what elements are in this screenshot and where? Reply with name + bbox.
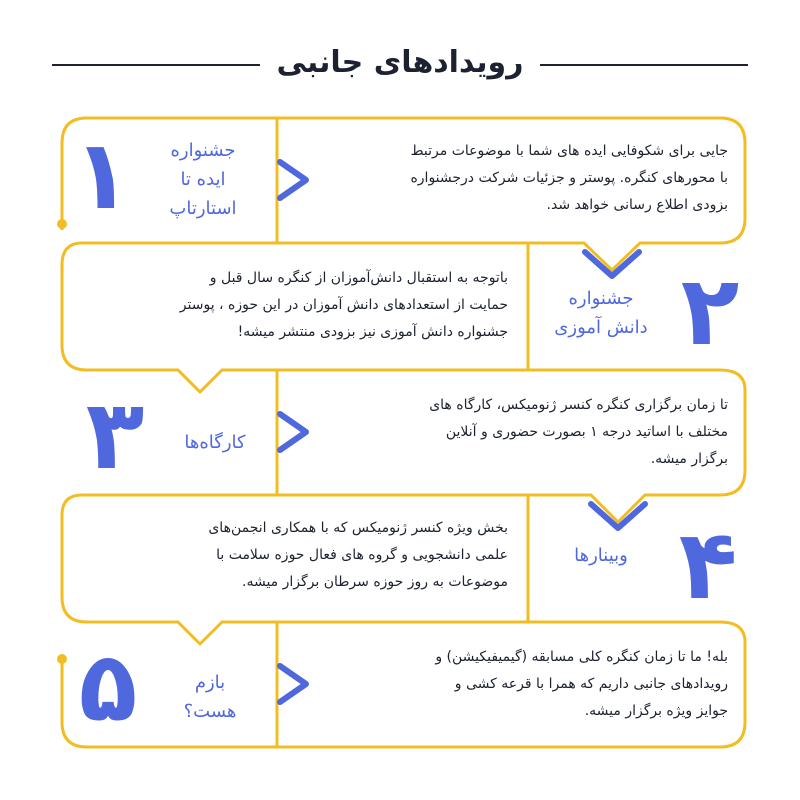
chevron-icon <box>280 162 306 198</box>
title-divider-left <box>52 64 260 66</box>
chevron-icon <box>591 504 645 528</box>
step-label-3: کارگاه‌ها <box>184 432 246 453</box>
step-number-2: ۲ <box>680 255 740 367</box>
step-label-4: وبینارها <box>574 545 628 566</box>
step-number-1: ۱ <box>72 119 132 231</box>
step-number-5: ۵ <box>78 631 138 743</box>
accent-dot <box>57 219 67 229</box>
step-description-4: بخش ویژه کنسر ژنومیکس که با همکاری انجمن‌های علمی دانشجویی و گروه های فعال حوزه سلامت با موضوعات به روز حوزه سرطان برگزار میشه. <box>208 520 508 590</box>
page-title: رویدادهای جانبی <box>276 45 524 80</box>
step-label-2: جشنواره دانش آموزی <box>554 288 648 338</box>
step-description-1: جایی برای شکوفایی ایده های شما با موضوعات مرتبط با محورهای کنگره. پوستر و جزئیات شرکت درجشنواره بزودی اطلاع رسانی خواهد شد. <box>410 143 728 213</box>
chevron-icon <box>280 414 306 450</box>
step-description-2: باتوجه به استقبال دانش‌آموزان از کنگره سال قبل و حمایت از استعدادهای دانش آموزان در این حوزه ، پوستر جشنواره دانش آموزی نیز بزودی منتشر میشه! <box>179 270 508 340</box>
accent-dot <box>57 654 67 664</box>
title-divider-right <box>540 64 748 66</box>
step-description-5: بله! ما تا زمان کنگره کلی مسابقه (گیمیفیکیشن) و رویدادهای جانبی داریم که همرا با قرعه کشی و جوایز ویژه برگزار میشه. <box>435 649 728 719</box>
chevron-icon <box>280 666 306 702</box>
step-number-3: ۳ <box>85 379 145 491</box>
chevron-icon <box>585 252 639 276</box>
step-description-3: تا زمان برگزاری کنگره کنسر ژنومیکس، کارگاه های مختلف با اساتید درجه ۱ بصورت حضوری و آنلاین برگزار میشه. <box>429 397 728 467</box>
step-number-4: ۴ <box>678 509 738 621</box>
step-label-5: بازم هست؟ <box>183 672 237 722</box>
step-label-1: جشنواره ایده تا استارتاپ <box>169 140 237 219</box>
